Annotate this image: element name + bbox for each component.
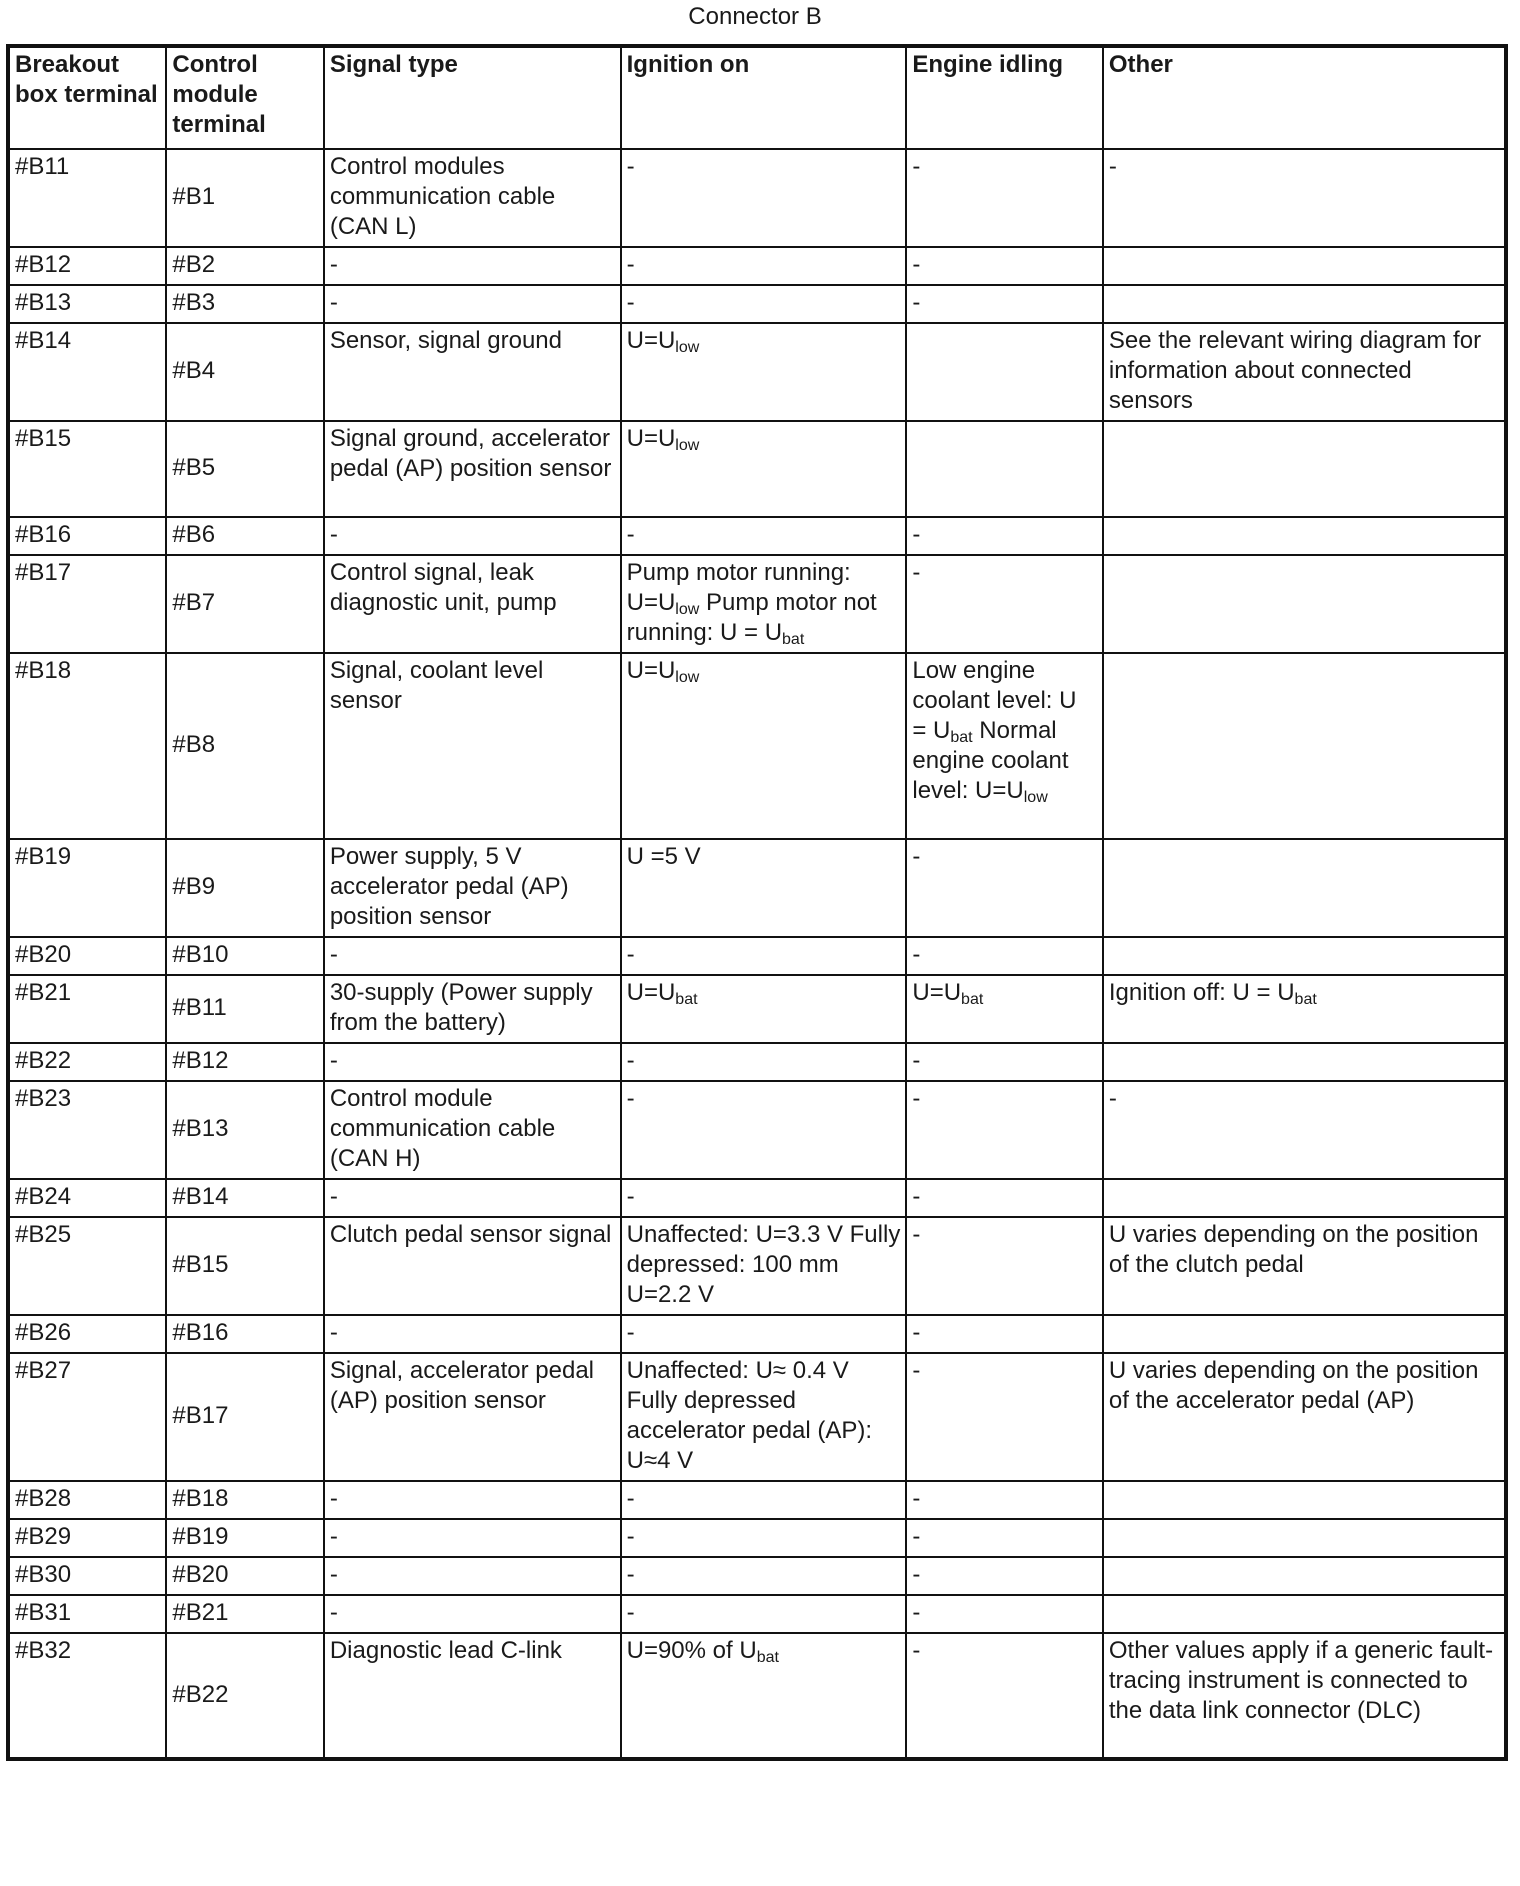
breakout-terminal-cell: #B20 (8, 937, 166, 975)
signal-type-cell: Power supply, 5 V accelerator pedal (AP) position sensor (324, 839, 621, 937)
breakout-terminal-cell: #B11 (8, 149, 166, 247)
breakout-terminal-cell: #B17 (8, 555, 166, 653)
breakout-terminal-cell: #B16 (8, 517, 166, 555)
other-cell: - (1103, 1081, 1506, 1179)
control-terminal-cell: #B15 (166, 1217, 323, 1315)
control-terminal-cell: #B17 (166, 1353, 323, 1481)
control-terminal-cell: #B19 (166, 1519, 323, 1557)
other-cell (1103, 421, 1506, 517)
breakout-terminal-cell: #B25 (8, 1217, 166, 1315)
other-cell: Ignition off: $U = U_{bat}$ (1103, 975, 1506, 1043)
table-row (8, 937, 1506, 975)
signal-type-cell: - (324, 247, 621, 285)
engine-idling-cell: - (906, 555, 1103, 653)
control-terminal-cell: #B6 (166, 517, 323, 555)
signal-type-cell: Sensor, signal ground (324, 323, 621, 421)
table-row (8, 1043, 1506, 1081)
engine-idling-cell: - (906, 1519, 1103, 1557)
breakout-terminal-cell: #B12 (8, 247, 166, 285)
breakout-terminal-cell: #B21 (8, 975, 166, 1043)
ignition-on-cell: U =5 V (621, 839, 907, 937)
table-caption: Connector B (688, 3, 822, 30)
ignition-on-cell: Unaffected: U=3.3 V Fully depressed: 100 mm U=2.2 V (621, 1217, 907, 1315)
engine-idling-cell (906, 421, 1103, 517)
signal-type-cell: Control modules communication cable (CAN L) (324, 149, 621, 247)
ignition-on-cell: $U=U_{low}$ (621, 421, 907, 517)
header-signal-type: Signal type (324, 46, 621, 149)
other-cell (1103, 1043, 1506, 1081)
ignition-on-cell: - (621, 1043, 907, 1081)
table-row (8, 1481, 1506, 1519)
table-row (8, 323, 1506, 421)
signal-type-cell: Signal, accelerator pedal (AP) position sensor (324, 1353, 621, 1481)
breakout-terminal-cell: #B27 (8, 1353, 166, 1481)
ignition-on-cell: $U=U_{low}$ (621, 653, 907, 839)
other-cell (1103, 1519, 1506, 1557)
control-terminal-cell: #B22 (166, 1633, 323, 1759)
signal-type-cell: - (324, 1519, 621, 1557)
ignition-on-cell: - (621, 1519, 907, 1557)
engine-idling-cell: - (906, 517, 1103, 555)
table-row (8, 285, 1506, 323)
breakout-terminal-cell: #B13 (8, 285, 166, 323)
control-terminal-cell: #B9 (166, 839, 323, 937)
engine-idling-cell: $U=U_{bat}$ (906, 975, 1103, 1043)
other-cell: See the relevant wiring diagram for information about connected sensors (1103, 323, 1506, 421)
ignition-on-cell: - (621, 149, 907, 247)
ignition-on-cell: - (621, 1315, 907, 1353)
ignition-on-cell: $U=U_{bat}$ (621, 975, 907, 1043)
table-row (8, 517, 1506, 555)
other-cell (1103, 555, 1506, 653)
breakout-terminal-cell: #B32 (8, 1633, 166, 1759)
breakout-terminal-cell: #B14 (8, 323, 166, 421)
engine-idling-cell: - (906, 285, 1103, 323)
ignition-on-cell: - (621, 1481, 907, 1519)
ignition-on-cell: - (621, 247, 907, 285)
signal-type-cell: - (324, 285, 621, 323)
signal-type-cell: 30-supply (Power supply from the battery) (324, 975, 621, 1043)
header-engine-idling: Engine idling (906, 46, 1103, 149)
other-cell (1103, 653, 1506, 839)
table-row (8, 1557, 1506, 1595)
ignition-on-cell: - (621, 517, 907, 555)
engine-idling-cell: - (906, 839, 1103, 937)
signal-type-cell: - (324, 1595, 621, 1633)
breakout-terminal-cell: #B26 (8, 1315, 166, 1353)
engine-idling-cell: - (906, 1179, 1103, 1217)
signal-type-cell: - (324, 1481, 621, 1519)
other-cell (1103, 285, 1506, 323)
table-row (8, 1179, 1506, 1217)
table-row (8, 1217, 1506, 1315)
engine-idling-cell: - (906, 1557, 1103, 1595)
signal-type-cell: - (324, 1315, 621, 1353)
breakout-terminal-cell: #B19 (8, 839, 166, 937)
control-terminal-cell: #B18 (166, 1481, 323, 1519)
control-terminal-cell: #B4 (166, 323, 323, 421)
other-cell (1103, 1557, 1506, 1595)
control-terminal-cell: #B13 (166, 1081, 323, 1179)
table-row (8, 1353, 1506, 1481)
other-cell: U varies depending on the position of the accelerator pedal (AP) (1103, 1353, 1506, 1481)
engine-idling-cell: - (906, 1043, 1103, 1081)
other-cell (1103, 839, 1506, 937)
other-cell: Other values apply if a generic fault-tracing instrument is connected to the data link connector (DLC) (1103, 1633, 1506, 1759)
control-terminal-cell: #B20 (166, 1557, 323, 1595)
table-row (8, 975, 1506, 1043)
ignition-on-cell: $U=U_{low}$ (621, 323, 907, 421)
engine-idling-cell: - (906, 1595, 1103, 1633)
signal-type-cell: Diagnostic lead C-link (324, 1633, 621, 1759)
table-row (8, 149, 1506, 247)
other-cell (1103, 1481, 1506, 1519)
other-cell (1103, 1315, 1506, 1353)
header-breakout-box-terminal: Breakout box terminal (8, 46, 166, 149)
control-terminal-cell: #B2 (166, 247, 323, 285)
table-row (8, 1633, 1506, 1759)
control-terminal-cell: #B7 (166, 555, 323, 653)
engine-idling-cell: - (906, 149, 1103, 247)
table-row (8, 1519, 1506, 1557)
other-cell: - (1103, 149, 1506, 247)
signal-type-cell: Signal ground, accelerator pedal (AP) position sensor (324, 421, 621, 517)
signal-type-cell: Signal, coolant level sensor (324, 653, 621, 839)
header-control-module-terminal: Control module terminal (166, 46, 323, 149)
table-row (8, 1595, 1506, 1633)
engine-idling-cell: - (906, 937, 1103, 975)
ignition-on-cell: - (621, 1595, 907, 1633)
control-terminal-cell: #B5 (166, 421, 323, 517)
engine-idling-cell: Low engine coolant level: $U = U_{bat}$ Normal engine coolant level: $U=U_{low}$ (906, 653, 1103, 839)
signal-type-cell: Clutch pedal sensor signal (324, 1217, 621, 1315)
signal-type-cell: - (324, 937, 621, 975)
breakout-terminal-cell: #B24 (8, 1179, 166, 1217)
ignition-on-cell: - (621, 937, 907, 975)
ignition-on-cell: Unaffected: U≈ 0.4 V Fully depressed accelerator pedal (AP): U≈4 V (621, 1353, 907, 1481)
signal-type-cell: - (324, 1179, 621, 1217)
ignition-on-cell: Pump motor running: $U=U_{low}$ Pump motor not running: $U = U_{bat}$ (621, 555, 907, 653)
table-row (8, 839, 1506, 937)
breakout-terminal-cell: #B30 (8, 1557, 166, 1595)
ignition-on-cell: - (621, 1179, 907, 1217)
breakout-terminal-cell: #B18 (8, 653, 166, 839)
control-terminal-cell: #B3 (166, 285, 323, 323)
header-row (8, 46, 1506, 149)
signal-type-cell: - (324, 1557, 621, 1595)
control-terminal-cell: #B21 (166, 1595, 323, 1633)
table-row (8, 247, 1506, 285)
table-row (8, 1315, 1506, 1353)
control-terminal-cell: #B10 (166, 937, 323, 975)
other-cell (1103, 1179, 1506, 1217)
control-terminal-cell: #B12 (166, 1043, 323, 1081)
table-body (8, 149, 1506, 1759)
other-cell (1103, 1595, 1506, 1633)
engine-idling-cell: - (906, 1081, 1103, 1179)
header-ignition-on: Ignition on (621, 46, 907, 149)
breakout-terminal-cell: #B29 (8, 1519, 166, 1557)
engine-idling-cell: - (906, 247, 1103, 285)
signal-type-cell: - (324, 1043, 621, 1081)
table-row (8, 1081, 1506, 1179)
other-cell: U varies depending on the position of the clutch pedal (1103, 1217, 1506, 1315)
breakout-terminal-cell: #B31 (8, 1595, 166, 1633)
other-cell (1103, 247, 1506, 285)
table-row (8, 555, 1506, 653)
other-cell (1103, 517, 1506, 555)
table-row (8, 653, 1506, 839)
connector-b-table (6, 44, 1508, 1761)
signal-type-cell: Control signal, leak diagnostic unit, pump (324, 555, 621, 653)
breakout-terminal-cell: #B28 (8, 1481, 166, 1519)
signal-type-cell: Control module communication cable (CAN H) (324, 1081, 621, 1179)
engine-idling-cell: - (906, 1353, 1103, 1481)
engine-idling-cell: - (906, 1481, 1103, 1519)
breakout-terminal-cell: #B23 (8, 1081, 166, 1179)
signal-type-cell: - (324, 517, 621, 555)
ignition-on-cell: U=90% of $U_{bat}$ (621, 1633, 907, 1759)
other-cell (1103, 937, 1506, 975)
ignition-on-cell: - (621, 285, 907, 323)
control-terminal-cell: #B11 (166, 975, 323, 1043)
control-terminal-cell: #B8 (166, 653, 323, 839)
table-row (8, 421, 1506, 517)
engine-idling-cell: - (906, 1315, 1103, 1353)
control-terminal-cell: #B14 (166, 1179, 323, 1217)
control-terminal-cell: #B16 (166, 1315, 323, 1353)
engine-idling-cell: - (906, 1217, 1103, 1315)
control-terminal-cell: #B1 (166, 149, 323, 247)
engine-idling-cell: - (906, 1633, 1103, 1759)
breakout-terminal-cell: #B22 (8, 1043, 166, 1081)
ignition-on-cell: - (621, 1081, 907, 1179)
engine-idling-cell (906, 323, 1103, 421)
ignition-on-cell: - (621, 1557, 907, 1595)
header-other: Other (1103, 46, 1506, 149)
breakout-terminal-cell: #B15 (8, 421, 166, 517)
